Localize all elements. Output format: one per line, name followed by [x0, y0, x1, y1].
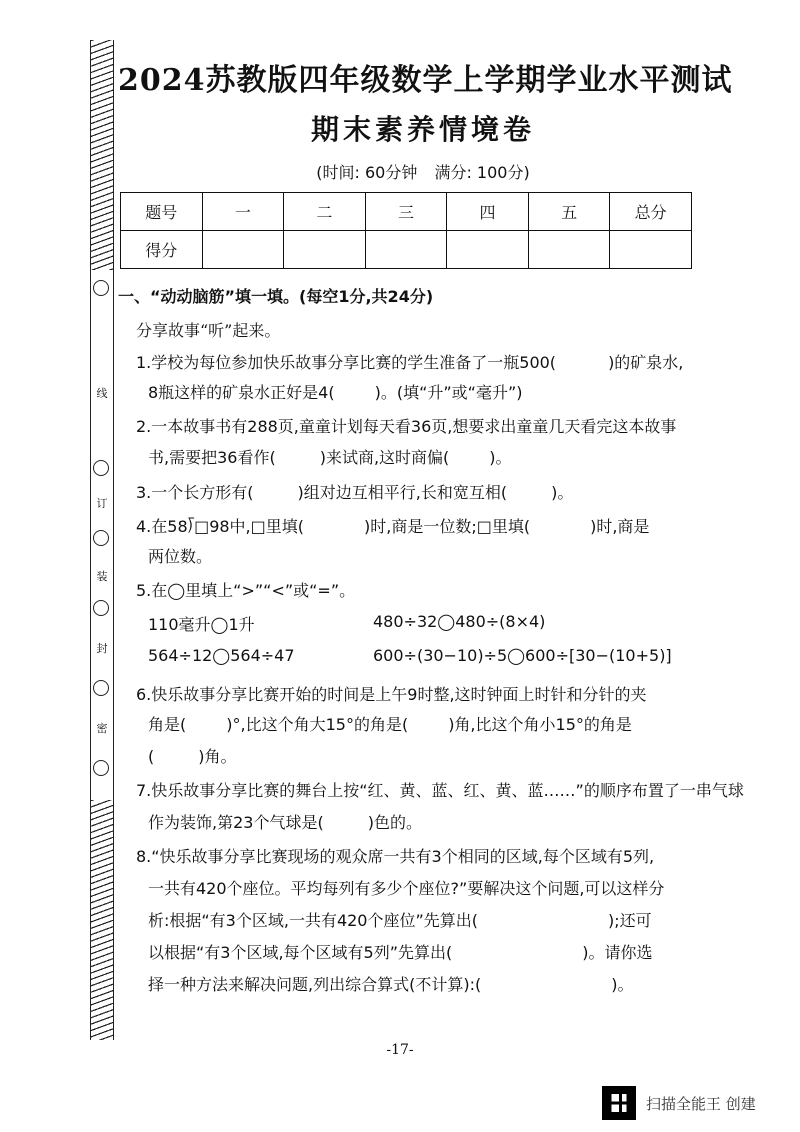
score-cell[interactable] [284, 231, 366, 269]
question-8-line-4 [148, 940, 653, 963]
question-text: )组对边互相平行,长和宽互相( [297, 483, 508, 502]
section-heading: 一、“动动脑筋”填一填。(每空1分,共24分) [118, 287, 434, 306]
table-cell: 三 [365, 193, 447, 231]
question-text: );还可 [608, 911, 652, 930]
question-2-line-2 [148, 445, 512, 468]
question-5: 5.在◯里填上“>”“<”或“=”。 [136, 581, 356, 600]
binding-char: 装 [91, 568, 113, 584]
binding-hole-icon [93, 530, 109, 546]
score-cell[interactable] [202, 231, 284, 269]
question-3 [136, 480, 573, 503]
question-text: )。 [551, 483, 574, 502]
score-table-header-row [121, 193, 692, 231]
comparison-expression[interactable]: 600÷(30−10)÷5◯600÷[30−(10+5)] [373, 646, 672, 665]
score-cell[interactable] [365, 231, 447, 269]
binding-hole-icon [93, 680, 109, 696]
binding-char: 线 [91, 385, 113, 401]
question-text: )的矿泉水, [608, 353, 684, 372]
question-text: )。 [611, 975, 634, 994]
question-text: )。请你选 [582, 943, 653, 962]
question-text: )角,比这个角小15°的角是 [448, 715, 632, 734]
table-cell: 五 [528, 193, 610, 231]
question-text: 3.一个长方形有( [136, 483, 254, 502]
question-text: 择一种方法来解决问题,列出综合算式(不计算):( [148, 975, 482, 994]
question-text: )时,商是一位数;□里填( [364, 517, 531, 536]
exam-subtitle: 期末素养情境卷 [310, 113, 535, 146]
exam-title: 2024苏教版四年级数学上学期学业水平测试 [118, 63, 733, 98]
score-table-score-row [121, 231, 692, 269]
scanner-watermark [602, 1086, 756, 1120]
question-6-line-2 [148, 712, 632, 735]
table-cell: 四 [447, 193, 529, 231]
question-text: )角。 [198, 747, 237, 766]
question-7-line-2 [148, 810, 422, 833]
question-8-line-5 [148, 972, 633, 995]
time-info [118, 160, 728, 183]
question-text: )。(填“升”或“毫升”) [374, 383, 523, 402]
score-table [120, 192, 692, 269]
question-6: 6.快乐故事分享比赛开始的时间是上午9时整,这时钟面上时针和分针的夹 [136, 685, 647, 704]
binding-hole-icon [93, 760, 109, 776]
binding-char: 密 [91, 720, 113, 736]
question-7: 7.快乐故事分享比赛的舞台上按“红、黄、蓝、红、黄、蓝……”的顺序布置了一串气球 [136, 781, 744, 800]
table-cell: 得分 [121, 231, 203, 269]
score-cell[interactable] [447, 231, 529, 269]
question-text: )°,比这个角大15°的角是( [226, 715, 409, 734]
binding-hole-icon [93, 600, 109, 616]
question-text: 角是( [148, 715, 187, 734]
binding-hole-icon [93, 280, 109, 296]
question-8-line-2: 一共有420个座位。平均每列有多少个座位?”要解决这个问题,可以这样分 [148, 879, 665, 898]
table-cell: 题号 [121, 193, 203, 231]
full-score-label: 满分: 100分) [434, 163, 530, 182]
question-8-line-3 [148, 908, 652, 931]
question-4-line-2: 两位数。 [148, 547, 213, 566]
qr-code-icon [602, 1086, 636, 1120]
binding-char: 封 [91, 640, 113, 656]
table-cell: 二 [284, 193, 366, 231]
binding-char: 订 [91, 495, 113, 511]
hatch-top [91, 40, 113, 270]
question-text: ( [148, 747, 155, 766]
table-cell: 一 [202, 193, 284, 231]
question-text: )时,商是 [590, 517, 650, 536]
comparison-expression[interactable]: 564÷12◯564÷47 [148, 646, 295, 665]
question-text: 8瓶这样的矿泉水正好是4( [148, 383, 335, 402]
comparison-expression[interactable]: 480÷32◯480÷(8×4) [373, 612, 546, 631]
question-2: 2.一本故事书有288页,童童计划每天看36页,想要求出童童几天看完这本故事 [136, 417, 677, 436]
question-text: 4.在58⟌□98中,□里填( [136, 517, 304, 536]
comparison-expression[interactable]: 110毫升◯1升 [148, 615, 255, 634]
table-cell: 总分 [610, 193, 692, 231]
question-6-line-3 [148, 744, 237, 767]
question-text: 以根据“有3个区域,每个区域有5列”先算出( [148, 943, 453, 962]
page-number: -17- [386, 1042, 414, 1058]
scanner-label: 扫描全能王 创建 [646, 1094, 756, 1113]
question-text: 作为装饰,第23个气球是( [148, 813, 324, 832]
question-8: 8.“快乐故事分享比赛现场的观众席一共有3个相同的区域,每个区域有5列, [136, 847, 655, 866]
question-text: )。 [489, 448, 512, 467]
time-label: (时间: 60分钟 [316, 163, 418, 182]
question-4 [136, 514, 649, 537]
score-cell[interactable] [610, 231, 692, 269]
question-text: 书,需要把36看作( [148, 448, 276, 467]
question-text: 析:根据“有3个区域,一共有420个座位”先算出( [148, 911, 479, 930]
binding-hole-icon [93, 460, 109, 476]
hatch-bottom [91, 800, 113, 1040]
question-text: )来试商,这时商偏( [319, 448, 450, 467]
question-text: )色的。 [367, 813, 422, 832]
question-1-line-2 [148, 380, 523, 403]
question-1 [136, 350, 683, 373]
binding-margin [90, 40, 114, 1040]
score-cell[interactable] [528, 231, 610, 269]
section-intro: 分享故事“听”起来。 [136, 321, 281, 340]
question-text: 1.学校为每位参加快乐故事分享比赛的学生准备了一瓶500( [136, 353, 557, 372]
